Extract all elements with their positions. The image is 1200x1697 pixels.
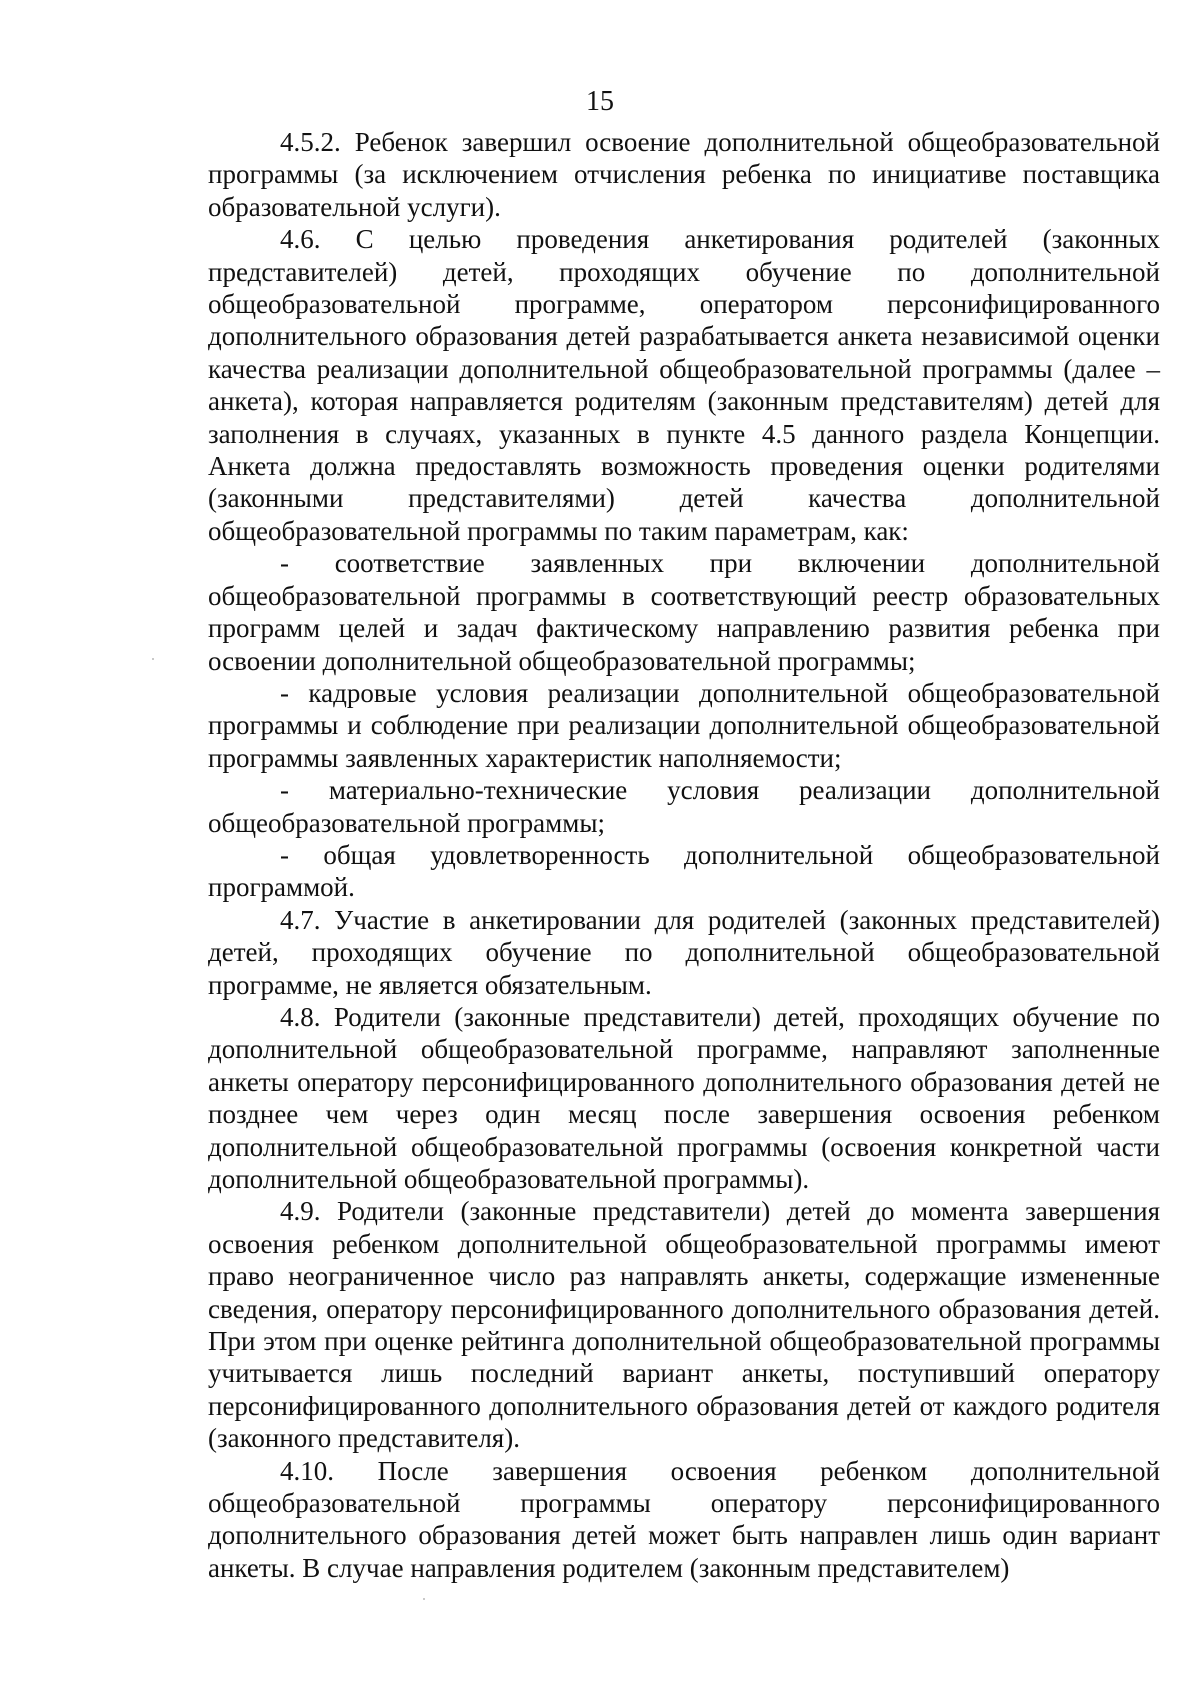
scan-dust-speck <box>423 1598 425 1600</box>
paragraph-4-10: 4.10. После завершения освоения ребенком дополнительной общеобразовательной программы оператору персонифицированного дополнительного образования детей может быть направлен лишь один вариант анкеты. В случае направления родителем (законным представителем) <box>208 1455 1160 1583</box>
scan-dust-speck <box>152 658 154 660</box>
document-body <box>208 126 1160 1584</box>
paragraph-4-6: 4.6. С целью проведения анкетирования родителей (законных представителей) детей, проходящих обучение по дополнительной общеобразовательной программе, оператором персонифицированного дополнительного образования детей разрабатывается анкета независимой оценки качества реализации дополнительной общеобразовательной программы (далее – анкета), которая направляется родителям (законным представителям) детей для заполнения в случаях, указанных в пункте 4.5 данного раздела Концепции. Анкета должна предоставлять возможность проведения оценки родителями (законными представителями) детей качества дополнительной общеобразовательной программы по таким параметрам, как: <box>208 224 1160 546</box>
page-number: 15 <box>586 86 614 117</box>
list-item-overall-satisfaction: - общая удовлетворенность дополнительной общеобразовательной программой. <box>208 839 1160 903</box>
paragraph-4-5-2: 4.5.2. Ребенок завершил освоение дополнительной общеобразовательной программы (за исключением отчисления ребенка по инициативе поставщика образовательной услуги). <box>208 127 1160 222</box>
paragraph-4-8: 4.8. Родители (законные представители) детей, проходящих обучение по дополнительной общеобразовательной программе, направляют заполненные анкеты оператору персонифицированного дополнительного образования детей не позднее чем через один месяц после завершения освоения ребенком дополнительной общеобразовательной программы (освоения конкретной части дополнительной общеобразовательной программы). <box>208 1001 1160 1194</box>
list-item-material-conditions: - материально-технические условия реализации дополнительной общеобразовательной программы; <box>208 775 1160 838</box>
list-item-goals-compliance: - соответствие заявленных при включении дополнительной общеобразовательной программы в соответствующий реестр образовательных программ целей и задач фактическому направлению развития ребенка при освоении дополнительной общеобразовательной программы; <box>208 548 1160 676</box>
paragraph-4-9: 4.9. Родители (законные представители) детей до момента завершения освоения ребенком дополнительной общеобразовательной программы имеют право неограниченное число раз направлять анкеты, содержащие измененные сведения, оператору персонифицированного дополнительного образования детей. При этом при оценке рейтинга дополнительной общеобразовательной программы учитывается лишь последний вариант анкеты, поступивший оператору персонифицированного дополнительного образования детей от каждого родителя (законного представителя). <box>208 1196 1160 1454</box>
list-item-staffing-conditions: - кадровые условия реализации дополнительной общеобразовательной программы и соблюдение при реализации дополнительной общеобразовательной программы заявленных характеристик наполняемости; <box>208 677 1160 773</box>
paragraph-4-7: 4.7. Участие в анкетировании для родителей (законных представителей) детей, проходящих обучение по дополнительной общеобразовательной программе, не является обязательным. <box>208 904 1160 1000</box>
